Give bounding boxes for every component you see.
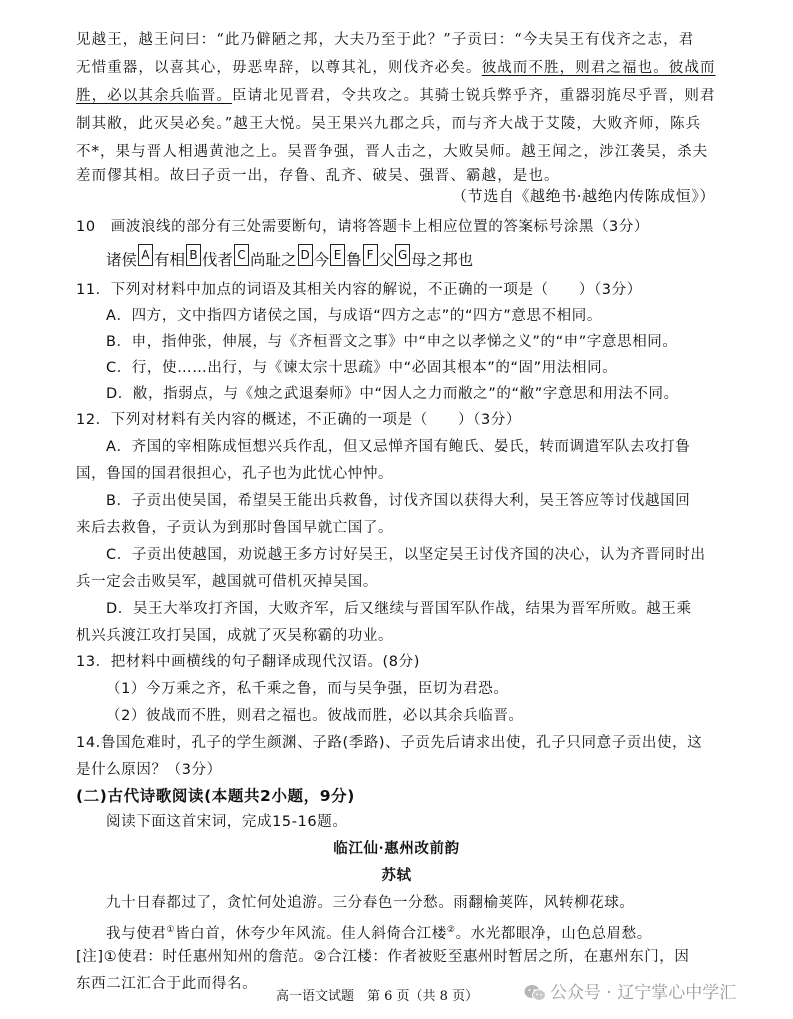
wechat-icon bbox=[524, 984, 546, 1002]
section-intro: 阅读下面这首宋词，完成15-16题。 bbox=[106, 814, 348, 830]
q11-option-d: D．敝，指弱点，与《烛之武退秦师》中“因人之力而敝之”的“敝”字意思和用法不同。 bbox=[106, 386, 679, 402]
q10-segment-text: 尚耻之 bbox=[250, 251, 297, 269]
poem-line-2-part: 皆白首，休夸少年风流。佳人斜倚合江楼 bbox=[175, 925, 447, 942]
passage-source: （节选自《越绝书·越绝内传陈成恒》） bbox=[452, 187, 716, 205]
q10-answer-box: E bbox=[330, 244, 345, 266]
q10-answer-box: F bbox=[363, 244, 378, 266]
q12-line: 来后去救鲁，子贡认为到那时鲁国早就亡国了。 bbox=[76, 520, 394, 536]
q10-segment-text: 父 bbox=[378, 251, 395, 269]
poem-line-2-part: 我与使君 bbox=[106, 925, 167, 942]
q10-segment-text: 母之邦也 bbox=[411, 251, 474, 269]
q10-segment-text: 伐者 bbox=[202, 251, 234, 269]
underlined-sentence: 胜，必以其余兵临晋。 bbox=[76, 88, 232, 104]
q13-item-1: （1）今万乘之齐，私千乘之鲁，而与吴争强，臣切为君恐。 bbox=[106, 681, 509, 697]
passage-line bbox=[76, 166, 560, 186]
q10-answer-box: D bbox=[298, 244, 313, 266]
underlined-sentence: 彼战而不胜，则君之福也。彼战而 bbox=[481, 60, 716, 76]
q14-line-2: 是什么原因？（3分） bbox=[76, 762, 222, 778]
passage-text: 差而僇其相。故曰子贡一出，存鲁、乱齐、破吴、强晋、霸越，是也。 bbox=[76, 168, 560, 184]
passage-text: 见越王，越王问曰：“此乃僻陋之邦，大夫乃至于此？”子贡曰：“今夫吴王有伐齐之志，君 bbox=[76, 32, 695, 48]
q14-line-1: 14.鲁国危难时，孔子的学生颜渊、子路(季路)、子贡先后请求出使，孔子只同意子贡出使，这 bbox=[76, 735, 703, 751]
notes-line-1: [注]①使君：时任惠州知州的詹范。②合江楼：作者被贬至惠州时暂居之所，在惠州东门，因 bbox=[76, 949, 690, 965]
q12-line: C．子贡出使越国，劝说越王多方讨好吴王，以坚定吴王讨伐齐国的决心，认为齐晋同时出 bbox=[106, 547, 706, 563]
q10-stem: 10 画波浪线的部分有三处需要断句，请将答题卡上相应位置的答案标号涂黑（3分） bbox=[76, 219, 650, 235]
passage-text: 不*，果与晋人相遇黄池之上。吴晋争强，晋人击之，大败吴师。越王闻之，涉江袭吴，杀夫 bbox=[76, 144, 709, 160]
q11-option-b: B．申，指伸张，伸展，与《齐桓晋文之事》中“申之以孝悌之义”的“申”字意思相同。 bbox=[106, 334, 678, 350]
passage-line bbox=[76, 142, 708, 162]
notes-line-2: 东西二江汇合于此而得名。 bbox=[76, 976, 258, 992]
q11-option-c: C．行，使……出行，与《谏太宗十思疏》中“必固其根本”的“固”用法相同。 bbox=[106, 360, 618, 376]
q12-line: 兵一定会击败吴军，越国就可借机灭掉吴国。 bbox=[76, 574, 378, 590]
poem-author: 苏轼 bbox=[381, 867, 412, 884]
poem-line-2 bbox=[106, 920, 652, 944]
q11-stem: 11．下列对材料中加点的词语及其相关内容的解说，不正确的一项是（ ）（3分） bbox=[76, 282, 642, 298]
q10-answer-box: G bbox=[395, 244, 410, 266]
q10-segment-text: 有相 bbox=[154, 251, 186, 269]
q10-answer-box: B bbox=[186, 244, 201, 266]
q11-option-a: A．四方，文中指四方诸侯之国，与成语“四方之志”的“四方”意思不相同。 bbox=[106, 308, 602, 324]
q10-answer-row bbox=[106, 248, 473, 270]
page-footer: 高一语文试题 第 6 页（共 8 页） bbox=[276, 989, 479, 1004]
q12-line: 国，鲁国的国君很担心，孔子也为此忧心忡忡。 bbox=[76, 466, 394, 482]
passage-line bbox=[76, 86, 716, 106]
q10-segment-text: 诸侯 bbox=[106, 251, 138, 269]
q10-segment-text: 鲁 bbox=[346, 251, 362, 269]
poem-line-2-part: 。水光都眼净，山色总眉愁。 bbox=[455, 925, 652, 942]
footnote-marker: ① bbox=[166, 925, 176, 935]
passage-line bbox=[76, 58, 716, 78]
section-title: (二)古代诗歌阅读(本题共2小题，9分) bbox=[76, 787, 355, 805]
q12-stem: 12．下列对材料有关内容的概述，不正确的一项是（ ）（3分） bbox=[76, 412, 522, 428]
passage-line bbox=[76, 30, 694, 50]
poem-line-1: 九十日春都过了，贪忙何处追游。三分春色一分愁。雨翻榆荚阵，风转柳花球。 bbox=[106, 895, 635, 911]
q12-line: A．齐国的宰相陈成恒想兴兵作乱，但又忌惮齐国有鲍氏、晏氏，转而调遣军队去攻打鲁 bbox=[106, 439, 691, 455]
footnote-marker: ② bbox=[446, 925, 456, 935]
q12-line: D．吴王大举攻打齐国，大败齐军，后又继续与晋国军队作战，结果为晋军所败。越王乘 bbox=[106, 601, 692, 617]
q10-answer-box: C bbox=[234, 244, 249, 266]
passage-text: 臣请北见晋君，令共攻之。其骑士锐兵弊乎齐，重器羽旄尽乎晋，则君 bbox=[232, 88, 716, 104]
passage-text: 制其敝，此灭吴必矣。”越王大悦。吴王果兴九郡之兵，而与齐大战于艾陵，大败齐师，陈兵 bbox=[76, 116, 702, 132]
watermark bbox=[524, 978, 736, 1003]
q12-line: B．子贡出使吴国，希望吴王能出兵救鲁，讨伐齐国以获得大利，吴王答应等讨伐越国回 bbox=[106, 493, 691, 509]
q12-line: 机兴兵渡江攻打吴国，成就了灭吴称霸的功业。 bbox=[76, 628, 394, 644]
poem-title: 临江仙·惠州改前韵 bbox=[333, 840, 460, 857]
passage-line bbox=[76, 114, 701, 134]
watermark-text: 公众号 · 辽宁掌心中学汇 bbox=[550, 983, 737, 1003]
q13-item-2: （2）彼战而不胜，则君之福也。彼战而胜，必以其余兵临晋。 bbox=[106, 708, 524, 724]
passage-text: 无惜重器，以喜其心，毋恶卑辞，以尊其礼，则伐齐必矣。 bbox=[76, 60, 482, 76]
q10-segment-text: 今 bbox=[313, 251, 330, 269]
q10-answer-box: A bbox=[138, 244, 153, 266]
q13-stem: 13．把材料中画横线的句子翻译成现代汉语。(8分) bbox=[76, 654, 420, 670]
